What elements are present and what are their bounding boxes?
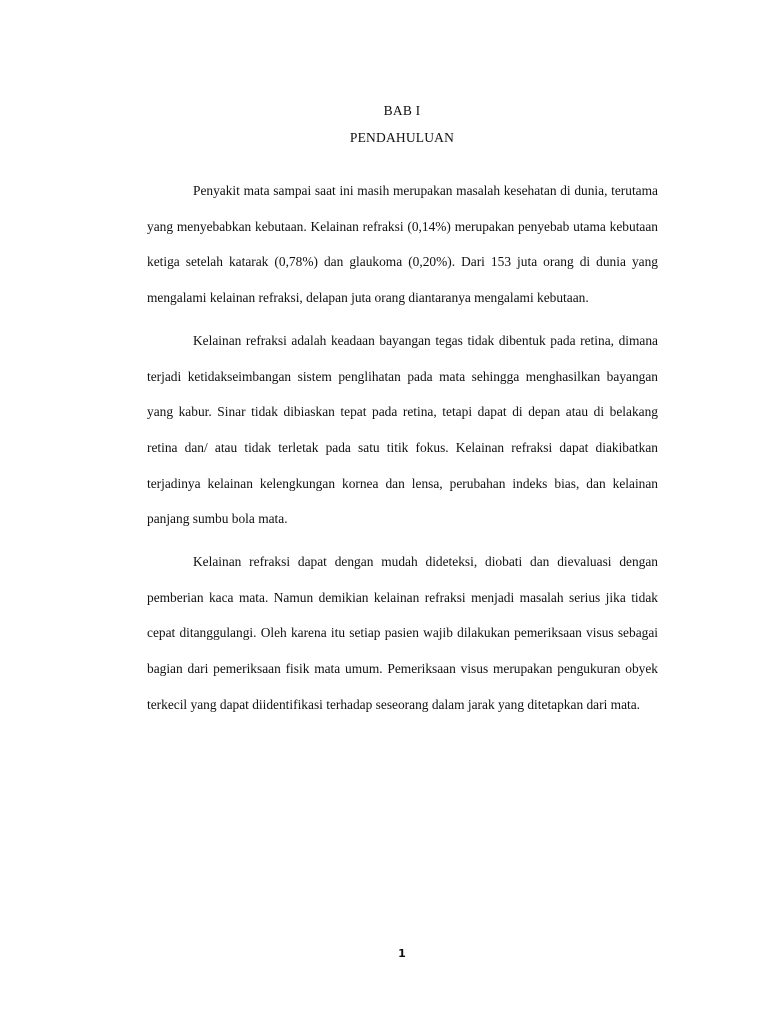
- page-number: 1: [398, 947, 406, 960]
- paragraph-2: Kelainan refraksi adalah keadaan bayangan tegas tidak dibentuk pada retina, dimana terjadi ketidakseimbangan sistem penglihatan pada mata sehingga menghasilkan bayangan yang kabur. Sinar tidak dibiaskan tepat pada retina, tetapi dapat di depan atau di belakang retina dan/ atau tidak terletak pada satu titik fokus. Kelainan refraksi dapat diakibatkan terjadinya kelainan kelengkungan kornea dan lensa, perubahan indeks bias, dan kelainan panjang sumbu bola mata.: [147, 332, 658, 527]
- chapter-label: BAB I: [383, 103, 421, 118]
- paragraph-1: Penyakit mata sampai saat ini masih merupakan masalah kesehatan di dunia, terutama yang menyebabkan kebutaan. Kelainan refraksi (0,14%) merupakan penyebab utama kebutaan ketiga setelah katarak (0,78%) dan glaukoma (0,20%). Dari 153 juta orang di dunia yang mengalami kelainan refraksi, delapan juta orang diantaranya mengalami kebutaan.: [147, 183, 658, 306]
- chapter-title: PENDAHULUAN: [349, 130, 455, 145]
- paragraph-3: Kelainan refraksi dapat dengan mudah dideteksi, diobati dan dievaluasi dengan pemberian kaca mata. Namun demikian kelainan refraksi menjadi masalah serius jika tidak cepat ditanggulangi. Oleh karena itu setiap pasien wajib dilakukan pemeriksaan visus sebagai bagian dari pemeriksaan fisik mata umum. Pemeriksaan visus merupakan pengukuran obyek terkecil yang dapat diidentifikasi terhadap seseorang dalam jarak yang ditetapkan dari mata.: [147, 554, 658, 712]
- body-text: [147, 173, 658, 730]
